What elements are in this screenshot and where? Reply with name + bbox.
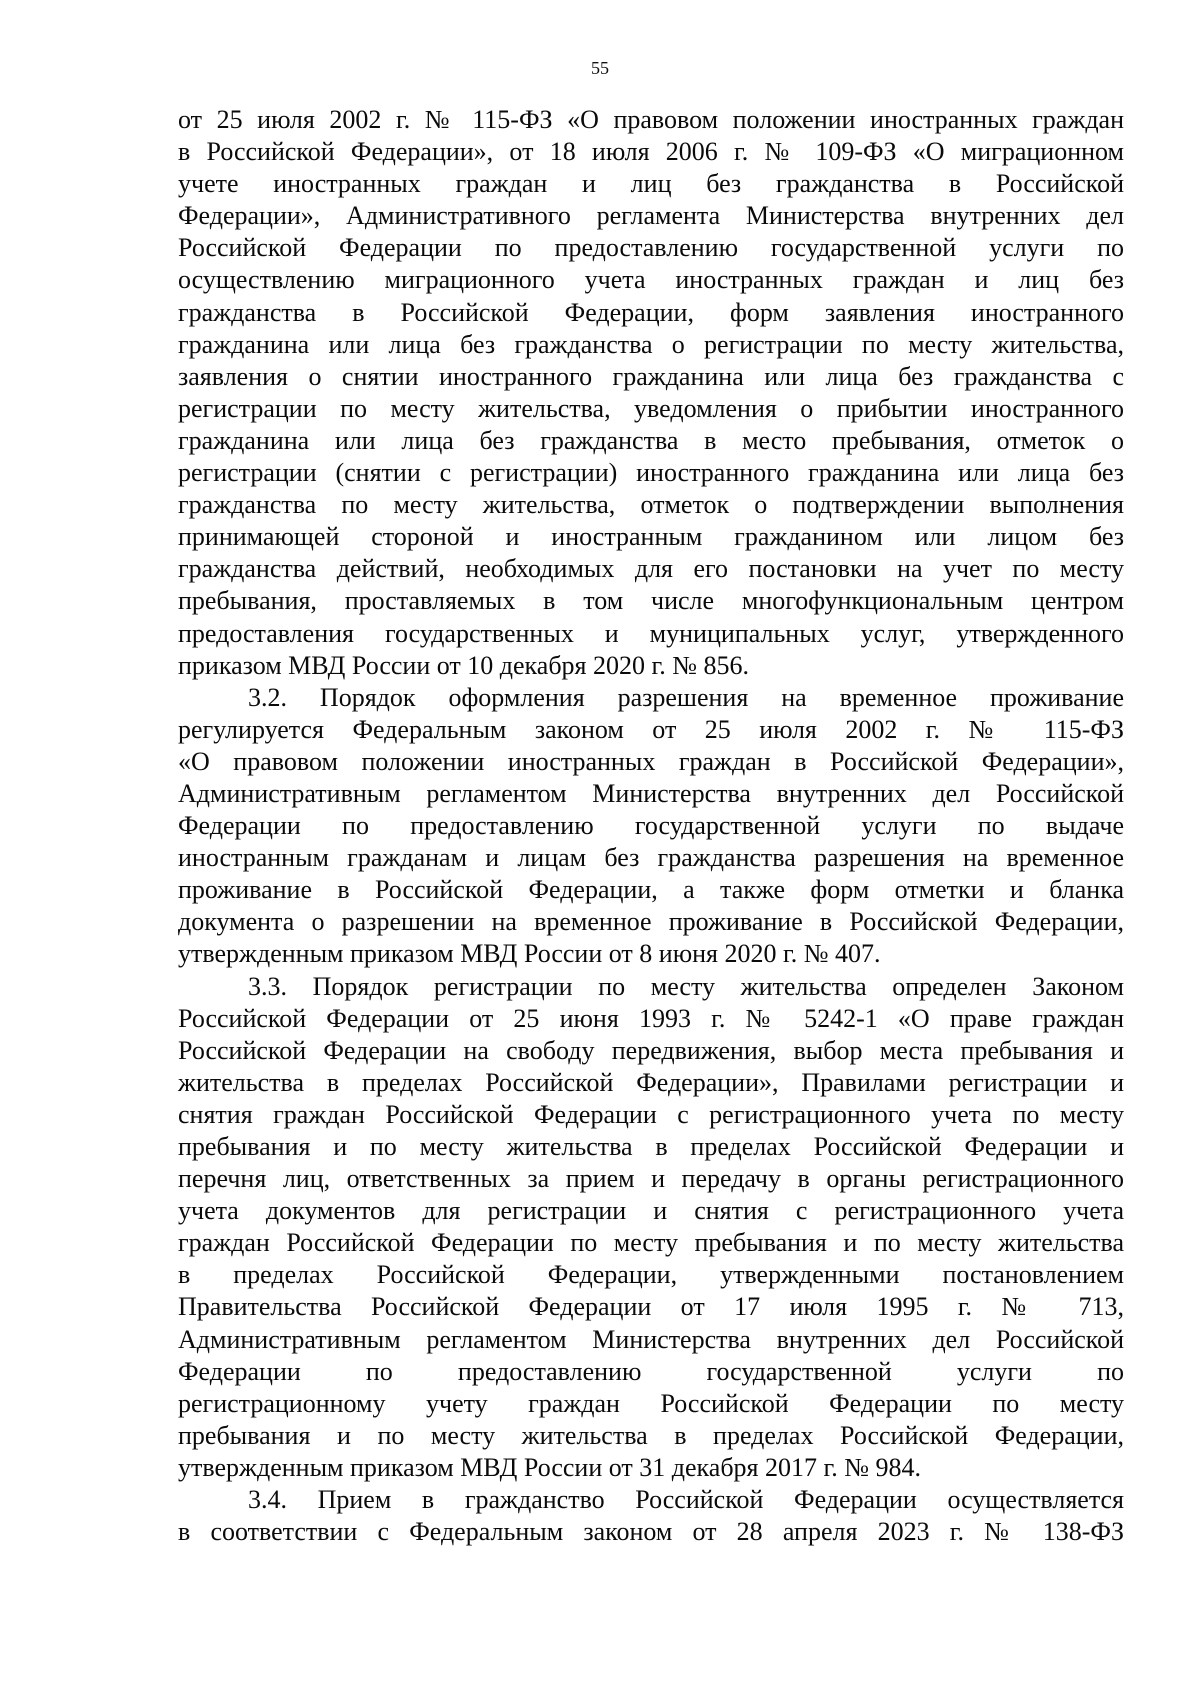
text-line: регистрационному учету граждан Российской Федерации по месту bbox=[178, 1388, 1124, 1418]
text-line: гражданства в Российской Федерации, форм заявления иностранного bbox=[178, 297, 1124, 327]
text-line: проживание в Российской Федерации, а также форм отметки и бланка bbox=[178, 875, 1124, 905]
text-line: принимающей стороной и иностранным гражданином или лицом без bbox=[178, 522, 1124, 552]
text-line: пребывания и по месту жительства в пределах Российской Федерации, bbox=[178, 1420, 1124, 1450]
text-line: предоставления государственных и муниципальных услуг, утвержденного bbox=[178, 618, 1124, 648]
text-line: утвержденным приказом МВД России от 8 июня 2020 г. № 407. bbox=[178, 939, 881, 969]
page-number: 55 bbox=[591, 58, 609, 78]
text-line: регулируется Федеральным законом от 25 июля 2002 г. № 115-ФЗ bbox=[178, 714, 1124, 744]
text-line: снятия граждан Российской Федерации с регистрационного учета по месту bbox=[178, 1099, 1124, 1129]
text-line: утвержденным приказом МВД России от 31 декабря 2017 г. № 984. bbox=[178, 1452, 922, 1482]
text-line: граждан Российской Федерации по месту пребывания и по месту жительства bbox=[178, 1228, 1124, 1258]
text-line: иностранным гражданам и лицам без гражданства разрешения на временное bbox=[178, 843, 1124, 873]
text-line: Российской Федерации по предоставлению государственной услуги по bbox=[178, 233, 1124, 263]
text-line: учета документов для регистрации и снятия с регистрационного учета bbox=[178, 1196, 1124, 1226]
text-line: осуществлению миграционного учета иностранных граждан и лиц без bbox=[178, 265, 1124, 295]
text-line: Административным регламентом Министерства внутренних дел Российской bbox=[178, 778, 1124, 808]
paragraph-first-line: 3.3. Порядок регистрации по месту жительства определен Законом bbox=[248, 971, 1124, 1001]
text-line: «О правовом положении иностранных граждан в Российской Федерации», bbox=[178, 746, 1124, 776]
text-line: Федерации по предоставлению государственной услуги по bbox=[178, 1356, 1124, 1386]
text-line: гражданина или лица без гражданства о регистрации по месту жительства, bbox=[178, 329, 1124, 359]
paragraph-first-line: 3.4. Прием в гражданство Российской Федерации осуществляется bbox=[248, 1485, 1124, 1515]
text-line: гражданина или лица без гражданства в место пребывания, отметок о bbox=[178, 425, 1124, 455]
text-line: жительства в пределах Российской Федерации», Правилами регистрации и bbox=[178, 1067, 1124, 1097]
text-line: пребывания, проставляемых в том числе многофункциональным центром bbox=[178, 586, 1124, 616]
text-line: в соответствии с Федеральным законом от 28 апреля 2023 г. № 138-ФЗ bbox=[178, 1517, 1124, 1547]
text-line: пребывания и по месту жительства в пределах Российской Федерации и bbox=[178, 1132, 1124, 1161]
text-line: в пределах Российской Федерации, утвержденными постановлением bbox=[178, 1260, 1124, 1290]
text-line: приказом МВД России от 10 декабря 2020 г. № 856. bbox=[178, 650, 750, 680]
text-line: Российской Федерации на свободу передвижения, выбор места пребывания и bbox=[178, 1035, 1124, 1065]
text-line: Федерации», Административного регламента Министерства внутренних дел bbox=[178, 201, 1124, 231]
paragraph-first-line: 3.2. Порядок оформления разрешения на временное проживание bbox=[248, 682, 1124, 712]
document-body bbox=[178, 104, 1124, 1548]
text-line: в Российской Федерации», от 18 июля 2006 г. № 109-ФЗ «О миграционном bbox=[178, 137, 1124, 167]
text-line: от 25 июля 2002 г. № 115-ФЗ «О правовом положении иностранных граждан bbox=[178, 105, 1124, 134]
text-line: Административным регламентом Министерства внутренних дел Российской bbox=[178, 1324, 1124, 1354]
text-line: перечня лиц, ответственных за прием и передачу в органы регистрационного bbox=[178, 1164, 1124, 1194]
text-line: документа о разрешении на временное проживание в Российской Федерации, bbox=[178, 907, 1124, 937]
text-line: гражданства по месту жительства, отметок о подтверждении выполнения bbox=[178, 490, 1124, 520]
text-line: Российской Федерации от 25 июня 1993 г. № 5242-1 «О праве граждан bbox=[178, 1003, 1124, 1033]
text-line: Федерации по предоставлению государственной услуги по выдаче bbox=[178, 811, 1124, 841]
text-line: Правительства Российской Федерации от 17 июля 1995 г. № 713, bbox=[178, 1292, 1124, 1322]
text-line: заявления о снятии иностранного гражданина или лица без гражданства с bbox=[178, 361, 1124, 391]
text-line: учете иностранных граждан и лиц без гражданства в Российской bbox=[178, 169, 1124, 199]
text-line: регистрации (снятии с регистрации) иностранного гражданина или лица без bbox=[178, 458, 1124, 488]
text-line: гражданства действий, необходимых для его постановки на учет по месту bbox=[178, 554, 1124, 584]
text-line: регистрации по месту жительства, уведомления о прибытии иностранного bbox=[178, 393, 1124, 423]
